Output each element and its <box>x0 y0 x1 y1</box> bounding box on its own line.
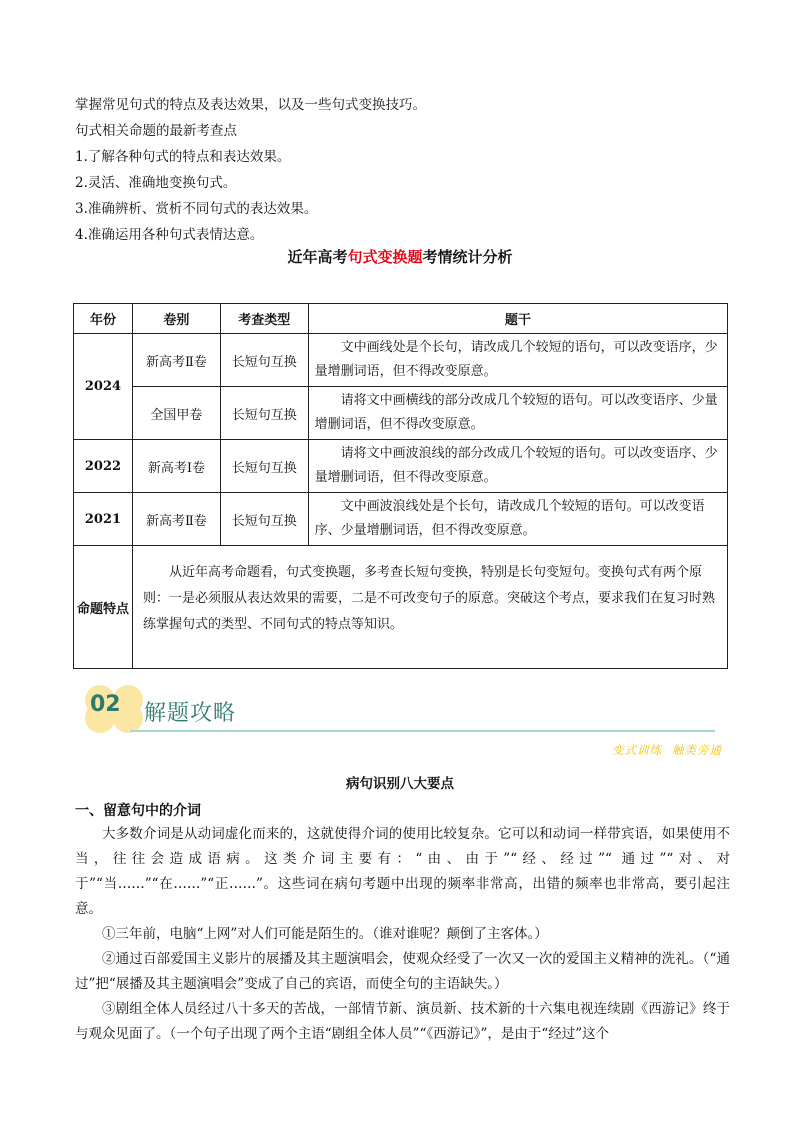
paper-cell: 新高考Ⅱ卷 <box>132 493 220 546</box>
content-paragraph: ②通过百部爱国主义影片的展播及其主题演唱会，使观众经受了一次又一次的爱国主义精神的洗礼。（“通过”把“展播及其主题演唱会”变成了自己的宾语，而使全句的主语缺失。） <box>75 951 730 992</box>
section-subtitle-1: 变式训练 <box>612 743 662 757</box>
year-cell: 2022 <box>74 440 133 493</box>
stats-table-title <box>0 246 800 267</box>
type-cell: 长短句互换 <box>220 440 308 493</box>
table-row <box>74 334 728 387</box>
table-row <box>74 387 728 440</box>
feature-row <box>74 546 728 669</box>
stem-cell: 文中画波浪线处是个长句，请改成几个较短的语句。可以改变语序、少量增删词语，但不得改变原意。 <box>308 493 727 546</box>
table-row <box>74 440 728 493</box>
content-heading: 一、留意句中的介词 <box>75 803 201 819</box>
paper-cell: 新高考Ⅰ卷 <box>132 440 220 493</box>
intro-line: 1.了解各种句式的特点和表达效果。 <box>75 149 291 165</box>
content-body <box>75 822 730 1047</box>
section-divider <box>130 730 715 732</box>
section-subtitle-2: 触类旁通 <box>672 743 722 757</box>
content-paragraph: ③剧组全体人员经过八十多天的苦战，一部情节新、演员新、技术新的十六集电视连续剧《西游记》终于与观众见面了。（一个句子出现了两个主语“剧组全体人员”“《西游记》”，是由于“经过”这个 <box>75 1001 730 1042</box>
stem-cell: 请将文中画横线的部分改成几个较短的语句。可以改变语序、少量增删词语，但不得改变原意。 <box>308 387 727 440</box>
stats-title-suffix: 考情统计分析 <box>422 248 513 266</box>
table-row <box>74 493 728 546</box>
year-cell: 2024 <box>74 334 133 440</box>
content-title: 病句识别八大要点 <box>346 776 454 792</box>
feature-text: 从近年高考命题看，句式变换题，多考查长短句变换，特别是长句变短句。变换句式有两个原则：一是必须服从表达效果的需要，二是不可改变句子的原意。突破这个考点，要求我们在复习时熟练掌握句式的类型、不同句式的特点等知识。 <box>132 546 727 669</box>
intro-line: 2.灵活、准确地变换句式。 <box>75 175 237 191</box>
header-year: 年份 <box>74 304 133 334</box>
header-type: 考查类型 <box>220 304 308 334</box>
stem-cell: 文中画线处是个长句，请改成几个较短的语句，可以改变语序，少量增删词语，但不得改变原意。 <box>308 334 727 387</box>
header-paper: 卷别 <box>132 304 220 334</box>
content-paragraph: ①三年前，电脑“上网”对人们可能是陌生的。（谁对谁呢？颠倒了主客体。） <box>102 926 548 942</box>
section-number: 02 <box>90 692 121 717</box>
feature-label: 命题特点 <box>74 546 133 669</box>
section-subtitle <box>602 742 722 758</box>
year-cell: 2021 <box>74 493 133 546</box>
header-stem: 题干 <box>308 304 727 334</box>
paper-cell: 全国甲卷 <box>132 387 220 440</box>
section-title: 解题攻略 <box>144 701 237 726</box>
stats-title-highlight: 句式变换题 <box>347 248 423 266</box>
content-paragraph: 大多数介词是从动词虚化而来的，这就使得介词的使用比较复杂。它可以和动词一样带宾语，如果使用不当，往往会造成语病。这类介词主要有：“由、由于”“经、经过”“ 通过”“对、对于”“当……”“在……”“正……”。这些词在病句考题中出现的频率非常高，出错的频率也非常高，要引起注意。 <box>75 826 730 917</box>
intro-line: 3.准确辨析、赏析不同句式的表达效果。 <box>75 201 318 217</box>
intro-line: 4.准确运用各种句式表情达意。 <box>75 227 264 243</box>
intro-line: 掌握常见句式的特点及表达效果，以及一些句式变换技巧。 <box>75 97 426 113</box>
stem-cell: 请将文中画波浪线的部分改成几个较短的语句。可以改变语序、少量增删词语，但不得改变原意。 <box>308 440 727 493</box>
intro-block <box>75 92 735 248</box>
type-cell: 长短句互换 <box>220 334 308 387</box>
type-cell: 长短句互换 <box>220 493 308 546</box>
exam-stats-table <box>73 303 728 669</box>
table-header-row <box>74 304 728 334</box>
paper-cell: 新高考Ⅱ卷 <box>132 334 220 387</box>
type-cell: 长短句互换 <box>220 387 308 440</box>
section-header <box>70 682 730 757</box>
intro-line: 句式相关命题的最新考查点 <box>75 123 237 139</box>
stats-title-prefix: 近年高考 <box>287 248 348 266</box>
